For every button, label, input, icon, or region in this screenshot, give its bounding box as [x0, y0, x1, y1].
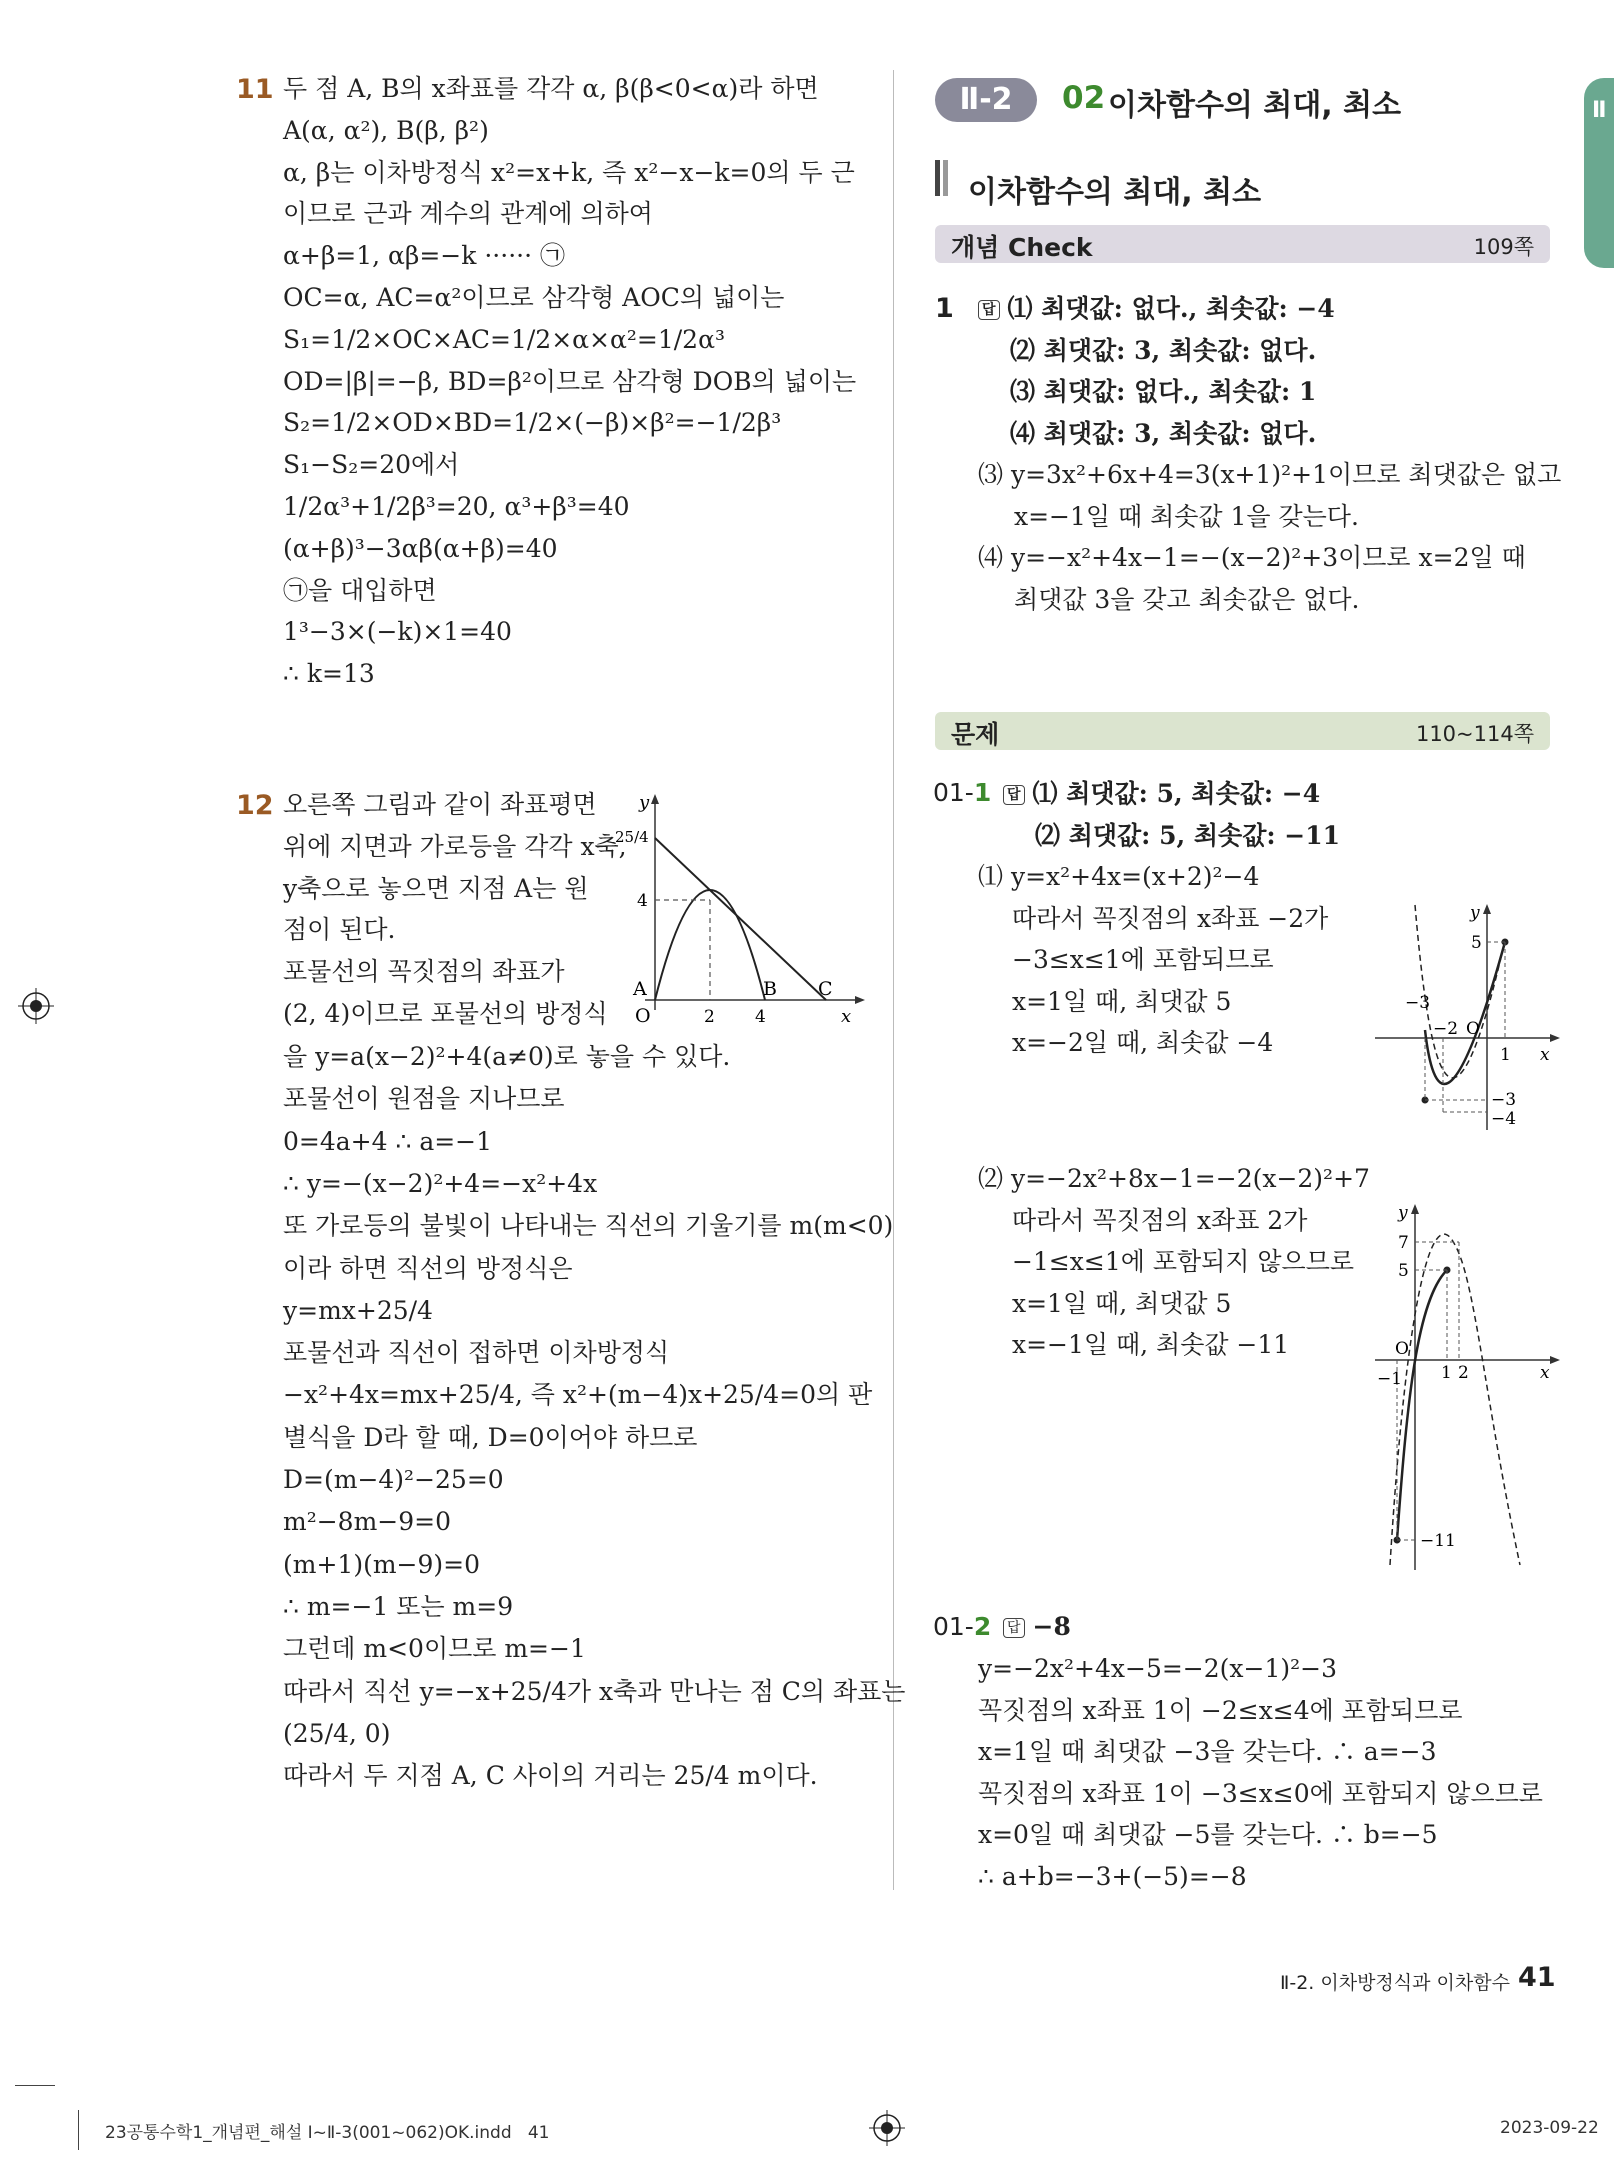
text-line: α, β는 이차방정식 x²=x+k, 즉 x²−x−k=0의 두 근 — [283, 157, 855, 187]
text-line: A(α, α²), B(β, β²) — [283, 115, 489, 145]
text-line: 이므로 근과 계수의 관계에 의하여 — [283, 199, 653, 229]
concept-answer — [1010, 417, 1316, 451]
graph-tick-4b: 4 — [755, 1007, 766, 1027]
text-line: x=1일 때 최댓값 −3을 갖는다. ∴ a=−3 — [978, 1737, 1437, 1766]
problem-bar — [935, 712, 1550, 750]
registration-mark-left — [18, 988, 54, 1024]
column-divider — [893, 70, 894, 1890]
g2-neg1: −1 — [1377, 1369, 1403, 1389]
print-file-name: 23공통수학1_개념편_해설 Ⅰ~Ⅱ-3(001~062)OK.indd 41 — [105, 2123, 550, 2143]
text-line: (25/4, 0) — [283, 1718, 391, 1748]
concept-check-bar — [935, 225, 1550, 263]
text-line: OC=α, AC=α²이므로 삼각형 AOC의 넓이는 — [283, 283, 785, 312]
text-line: S₁−S₂=20에서 — [283, 450, 460, 480]
number-suffix: 1 — [973, 778, 992, 807]
problem-bar-title: 문제 — [951, 720, 1000, 749]
g2-5: 5 — [1398, 1261, 1409, 1281]
graph-01-1-part2 — [1365, 1200, 1565, 1580]
text-line: 포물선의 꼭짓점의 좌표가 — [283, 957, 565, 987]
text-line: y축으로 놓으면 지점 A는 원 — [283, 873, 589, 903]
text-line: −x²+4x=mx+25/4, 즉 x²+(m−4)x+25/4=0의 판 — [283, 1380, 873, 1410]
text-line: y=mx+25/4 — [283, 1295, 433, 1325]
g2-y: y — [1398, 1203, 1408, 1223]
text-line: (2, 4)이므로 포물선의 방정식 — [283, 999, 608, 1028]
text-line: 1/2α³+1/2β³=20, α³+β³=40 — [283, 492, 630, 521]
text-line: 포물선과 직선이 접하면 이차방정식 — [283, 1338, 670, 1368]
text-line: 따라서 직선 y=−x+25/4가 x축과 만나는 점 C의 좌표는 — [283, 1676, 906, 1706]
text-line: 두 점 A, B의 x좌표를 각각 α, β(β<0<α)라 하면 — [283, 74, 819, 103]
section-badge-text: Ⅱ-2 — [959, 82, 1013, 117]
text-line: x=−1일 때 최솟값 1을 갖는다. — [1014, 501, 1359, 531]
footer-page-number: 41 — [1518, 1962, 1556, 1993]
g2-2: 2 — [1458, 1363, 1469, 1383]
text-line: x=−1일 때, 최솟값 −11 — [1012, 1330, 1290, 1359]
concept-check-title: 개념 Check — [951, 233, 1093, 262]
text-line: x=0일 때 최댓값 −5를 갖는다. ∴ b=−5 — [978, 1820, 1438, 1849]
text-line: 점이 된다. — [283, 915, 396, 945]
text-line: 최댓값 3을 갖고 최솟값은 없다. — [1014, 584, 1360, 614]
problem-answer — [1035, 819, 1340, 853]
section-number: 02 — [1062, 80, 1106, 116]
problem-number: 11 — [236, 74, 274, 105]
g2-o: O — [1395, 1339, 1409, 1359]
graph-point-c: C — [818, 978, 833, 1000]
text-line: 1³−3×(−k)×1=40 — [283, 617, 512, 647]
graph-x-label: x — [841, 1006, 852, 1027]
g1-neg2: −2 — [1433, 1019, 1459, 1039]
text-line: (m+1)(m−9)=0 — [283, 1549, 480, 1579]
text-line: S₁=1/2×OC×AC=1/2×α×α²=1/2α³ — [283, 324, 725, 354]
answer-text: ⑴ 최댓값: 없다., 최솟값: −4 — [1007, 294, 1335, 323]
graph-point-b: B — [763, 978, 777, 1000]
text-line: 을 y=a(x−2)²+4(a≠0)로 놓을 수 있다. — [283, 1042, 731, 1071]
g2-neg11: −11 — [1420, 1531, 1456, 1551]
text-line: x=1일 때, 최댓값 5 — [1012, 986, 1232, 1016]
section-badge — [935, 78, 1037, 122]
crop-mark — [15, 2085, 55, 2086]
text-line: y=−2x²+4x−5=−2(x−1)²−3 — [978, 1654, 1337, 1683]
text-line: ㉠을 대입하면 — [283, 575, 437, 605]
text-line: 따라서 두 지점 A, C 사이의 거리는 25/4 m이다. — [283, 1761, 818, 1791]
text-line: ⑵ y=−2x²+8x−1=−2(x−2)²+7 — [978, 1164, 1370, 1193]
problem-01-2-answer — [1003, 1610, 1071, 1644]
registration-mark-bottom — [869, 2110, 905, 2146]
number-prefix: 01- — [933, 778, 974, 807]
g1-x: x — [1540, 1045, 1550, 1065]
problem-answer — [1003, 777, 1320, 811]
g1-5: 5 — [1471, 933, 1482, 953]
text-line: x=1일 때, 최댓값 5 — [1012, 1288, 1232, 1318]
text-line: 0=4a+4 ∴ a=−1 — [283, 1126, 493, 1156]
g1-1: 1 — [1500, 1045, 1511, 1065]
number-suffix: 2 — [973, 1612, 992, 1641]
answer-text: ⑵ 최댓값: 3, 최솟값: 없다. — [1010, 335, 1317, 365]
concept-answer — [978, 292, 1335, 326]
answer-text: ⑶ 최댓값: 없다., 최솟값: 1 — [1010, 377, 1317, 406]
text-line: (α+β)³−3αβ(α+β)=40 — [283, 533, 558, 563]
concept-number: 1 — [935, 293, 954, 324]
g1-y: y — [1470, 903, 1480, 923]
text-line: ∴ k=13 — [283, 659, 375, 689]
text-line: −1≤x≤1에 포함되지 않으므로 — [1012, 1247, 1354, 1276]
text-line: x=−2일 때, 최솟값 −4 — [1012, 1028, 1274, 1057]
dap-badge: 답 — [978, 300, 1000, 320]
g1-neg4: −4 — [1491, 1109, 1517, 1129]
text-line: −3≤x≤1에 포함되므로 — [1012, 945, 1274, 974]
section-title: 이차함수의 최대, 최소 — [1108, 88, 1402, 123]
g1-o: O — [1466, 1019, 1480, 1039]
text-line: 별식을 D라 할 때, D=0이어야 하므로 — [283, 1422, 698, 1452]
graph-tick-2: 2 — [704, 1007, 715, 1027]
text-line: ⑶ y=3x²+6x+4=3(x+1)²+1이므로 최댓값은 없고 — [978, 460, 1562, 489]
streetlight-graph — [615, 790, 865, 1030]
text-line: ⑴ y=x²+4x=(x+2)²−4 — [978, 862, 1260, 891]
g2-x: x — [1540, 1363, 1550, 1383]
text-line: ⑷ y=−x²+4x−1=−(x−2)²+3이므로 x=2일 때 — [978, 543, 1526, 572]
graph-point-a: A — [633, 978, 647, 1000]
answer-text: ⑴ 최댓값: 5, 최솟값: −4 — [1032, 779, 1321, 808]
answer-text: ⑷ 최댓값: 3, 최솟값: 없다. — [1010, 418, 1317, 448]
text-line: 따라서 꼭짓점의 x좌표 −2가 — [1012, 903, 1329, 933]
g1-neg3: −3 — [1405, 993, 1431, 1013]
graph-y-label: y — [639, 792, 650, 813]
text-line: 그런데 m<0이므로 m=−1 — [283, 1634, 586, 1664]
text-line: ∴ m=−1 또는 m=9 — [283, 1591, 514, 1621]
graph-01-1-part1 — [1365, 900, 1565, 1140]
graph-tick-4: 4 — [637, 891, 648, 911]
problem-01-1-number — [933, 778, 991, 807]
footer-chapter: Ⅱ-2. 이차방정식과 이차함수 — [1280, 1972, 1510, 1994]
problem-01-2-number — [933, 1612, 991, 1641]
print-date: 2023-09-22 — [1500, 2118, 1599, 2138]
concept-check-page: 109쪽 — [1473, 235, 1534, 259]
text-line: ∴ y=−(x−2)²+4=−x²+4x — [283, 1168, 598, 1198]
text-line: OD=|β|=−β, BD=β²이므로 삼각형 DOB의 넓이는 — [283, 366, 857, 396]
g2-7: 7 — [1398, 1233, 1409, 1253]
crop-mark-vertical — [78, 2110, 79, 2150]
text-line: 위에 지면과 가로등을 각각 x축, — [283, 831, 627, 861]
text-line: 꼭짓점의 x좌표 1이 −3≤x≤0에 포함되지 않으므로 — [978, 1778, 1543, 1808]
side-tab-label: Ⅱ — [1592, 98, 1607, 123]
text-line: D=(m−4)²−25=0 — [283, 1465, 504, 1494]
concept-answer — [1010, 375, 1316, 409]
side-tab — [1584, 78, 1614, 268]
text-line: α+β=1, αβ=−k ······ ㉠ — [283, 241, 565, 271]
dap-badge: 답 — [1003, 785, 1025, 805]
text-line: 꼭짓점의 x좌표 1이 −2≤x≤4에 포함되므로 — [978, 1695, 1463, 1725]
subsection-marker-2 — [943, 160, 948, 196]
text-line: m²−8m−9=0 — [283, 1507, 451, 1537]
answer-text: ⑵ 최댓값: 5, 최솟값: −11 — [1035, 820, 1341, 850]
text-line: 따라서 꼭짓점의 x좌표 2가 — [1012, 1205, 1308, 1235]
text-line: 이라 하면 직선의 방정식은 — [283, 1253, 573, 1283]
text-line: 오른쪽 그림과 같이 좌표평면 — [283, 790, 597, 819]
g1-neg3b: −3 — [1491, 1090, 1517, 1110]
graph-point-o: O — [635, 1005, 651, 1027]
answer-value: −8 — [1032, 1612, 1071, 1641]
text-line: ∴ a+b=−3+(−5)=−8 — [978, 1861, 1247, 1891]
text-line: 포물선이 원점을 지나므로 — [283, 1084, 565, 1114]
problem-bar-page: 110~114쪽 — [1415, 722, 1534, 746]
text-line: 또 가로등의 불빛이 나타내는 직선의 기울기를 m(m<0) — [283, 1211, 894, 1241]
text-line: S₂=1/2×OD×BD=1/2×(−β)×β²=−1/2β³ — [283, 408, 782, 438]
subsection-title: 이차함수의 최대, 최소 — [968, 175, 1262, 210]
g2-1: 1 — [1441, 1363, 1452, 1383]
problem-number: 12 — [236, 790, 274, 821]
subsection-marker — [935, 160, 940, 196]
dap-badge: 답 — [1003, 1618, 1025, 1638]
graph-tick-25-4: 25/4 — [615, 828, 649, 846]
concept-answer — [1010, 334, 1316, 368]
number-prefix: 01- — [933, 1612, 974, 1641]
